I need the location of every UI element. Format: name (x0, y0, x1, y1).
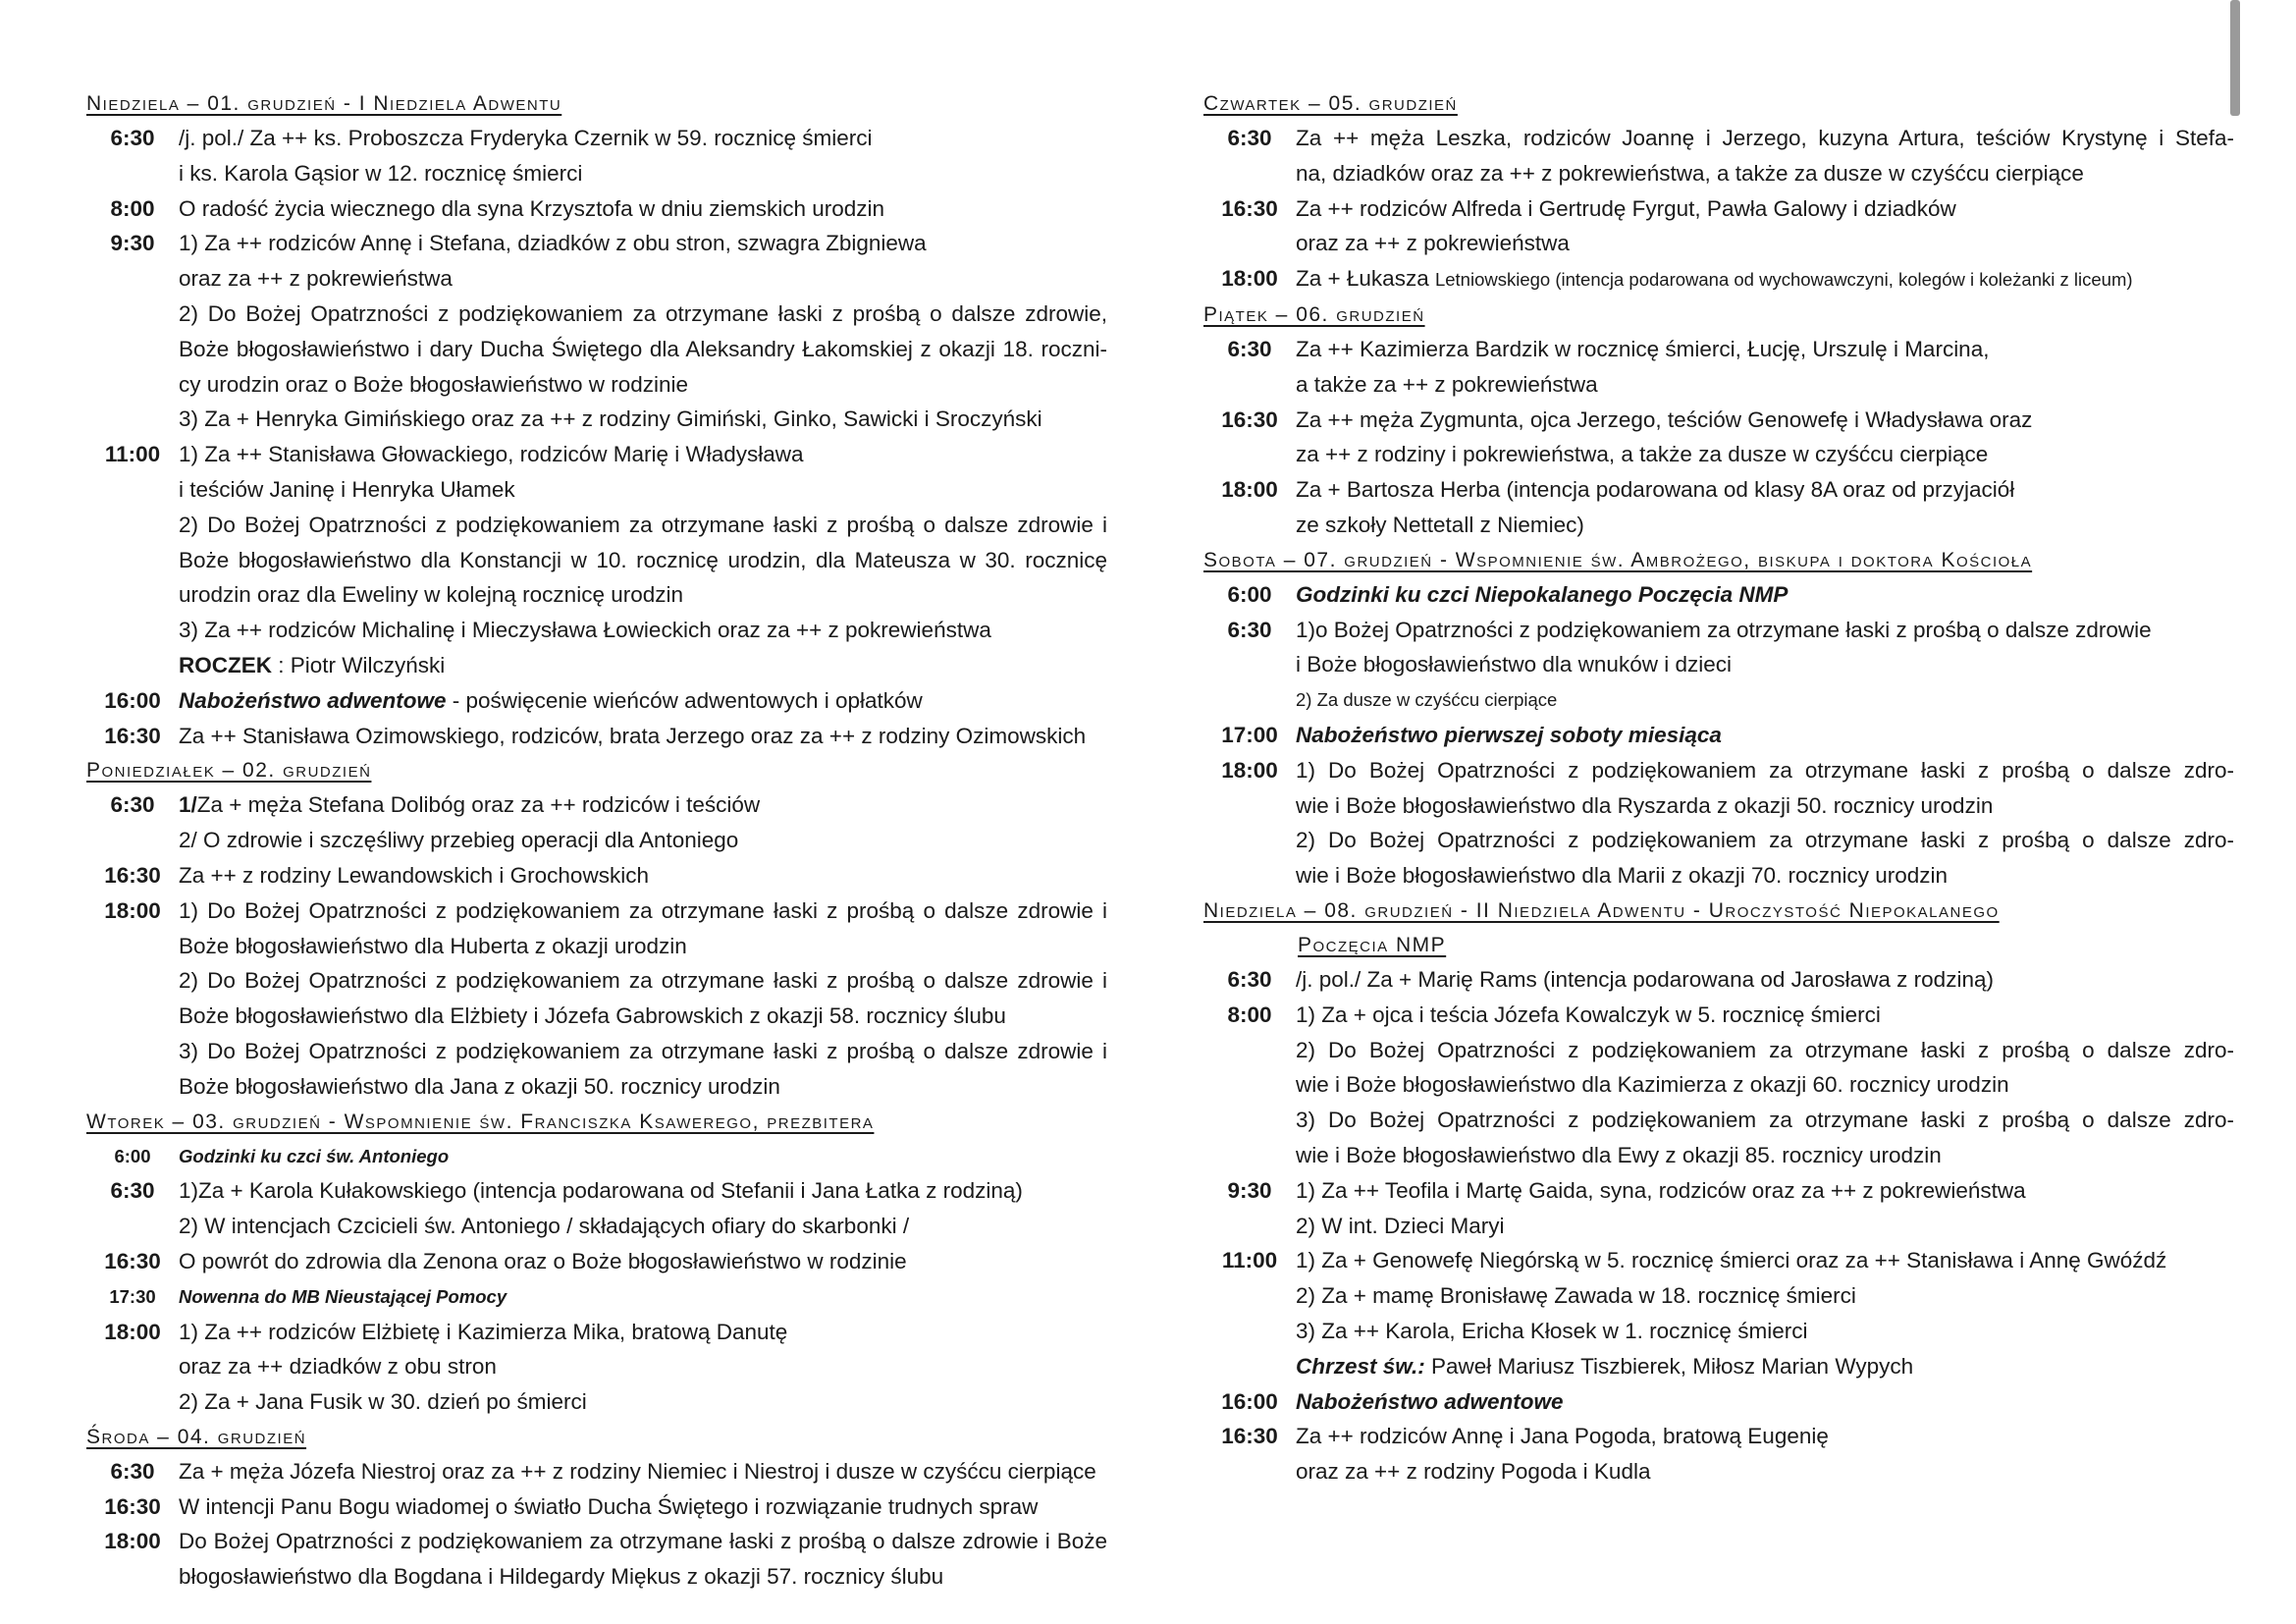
mass-time: 16:00 (1221, 1388, 1278, 1414)
intention-text: cy urodzin oraz o Boże błogosławieństwo w rodzinie (179, 371, 689, 397)
intention-line (179, 543, 1107, 578)
intention-text: 1) Za ++ Stanisława Głowackiego, rodziców Marię i Władysława (179, 442, 804, 467)
mass-entry (86, 1173, 1107, 1244)
intention-line (1296, 647, 2234, 682)
intention-list (1296, 962, 2234, 998)
intention-text: oraz za ++ z pokrewieństwa (179, 266, 453, 292)
intention-line (1296, 367, 2234, 403)
intention-line (1296, 191, 2234, 227)
intention-line (179, 823, 1107, 858)
intention-text: 1)Za + Karola Kułakowskiego (intencja podarowana od Stefanii i Jana Łatka z rodziną) (179, 1178, 1023, 1204)
intention-text: 2) Do Bożej Opatrzności z podziękowaniem za otrzymane łaski z prośbą o dalsze zdrowie i (179, 968, 1107, 994)
intention-list (179, 1139, 1107, 1174)
intention-text: 2) Za + mamę Bronisławę Zawada w 18. rocznicę śmierci (1296, 1283, 1856, 1309)
intention-line (179, 402, 1107, 437)
service-name: Nabożeństwo adwentowe (179, 687, 447, 713)
intention-line (1296, 1349, 2234, 1384)
mass-time: 9:30 (1227, 1177, 1272, 1203)
intention-line (179, 1279, 1107, 1315)
mass-time: 6:30 (110, 1458, 155, 1484)
intention-line (1296, 613, 2234, 648)
mass-time: 16:30 (104, 723, 161, 748)
intention-list (179, 1524, 1107, 1595)
service-name: Nabożeństwo pierwszej soboty miesiąca (1296, 722, 1722, 747)
mass-entry (1203, 1384, 2234, 1420)
intention-line (1296, 1243, 2234, 1278)
intention-line (179, 121, 1107, 156)
intention-list (1296, 718, 2234, 753)
intention-line (1296, 332, 2234, 367)
mass-entry (1203, 261, 2234, 298)
day-heading: Wtorek – 03. grudzień - Wspomnienie św. Franciszka Ksawerego, prezbitera (86, 1110, 875, 1133)
intention-text: 2) Do Bożej Opatrzności z podziękowaniem za otrzymane łaski z prośbą o dalsze zdro- (1296, 1037, 2234, 1062)
intention-line (179, 297, 1107, 332)
intention-list (179, 1173, 1107, 1244)
intention-text: Paweł Mariusz Tiszbierek, Miłosz Marian Wypych (1424, 1353, 1914, 1379)
intention-line (179, 1315, 1107, 1350)
intention-line (179, 191, 1107, 227)
intention-line (179, 577, 1107, 613)
intention-list (1296, 121, 2234, 191)
intention-text: Za + Łukasza (1296, 266, 1435, 292)
intention-line (179, 226, 1107, 261)
intention-text: Boże błogosławieństwo dla Konstancji w 10. rocznicę urodzin, dla Mateusza w 30. rocznicę (179, 547, 1107, 572)
mass-entry (86, 191, 1107, 227)
intention-text: /j. pol./ Za + Marię Rams (intencja podarowana od Jarosława z rodziną) (1296, 966, 1994, 992)
service-name: Nowenna do MB Nieustającej Pomocy (179, 1285, 507, 1307)
day-heading: Poniedziałek – 02. grudzień (86, 759, 372, 783)
intention-line (1296, 1278, 2234, 1314)
intention-text: i teściów Janinę i Henryka Ułamek (179, 476, 515, 502)
intention-text: 1) Za ++ Teofila i Martę Gaida, syna, rodziców oraz za ++ z pokrewieństwa (1296, 1177, 2026, 1203)
intention-line (1296, 1173, 2234, 1209)
intention-text: 2/ O zdrowie i szczęśliwy przebieg operacji dla Antoniego (179, 828, 739, 853)
intention-text: 3) Za ++ rodziców Michalinę i Mieczysława Łowieckich oraz za ++ z pokrewieństwa (179, 618, 991, 643)
intention-list (179, 1279, 1107, 1315)
intention-line (179, 1559, 1107, 1595)
intention-line (179, 858, 1107, 893)
mass-entry (1203, 1173, 2234, 1244)
mass-entry (1203, 403, 2234, 473)
intention-text: wie i Boże błogosławieństwo dla Marii z okazji 70. rocznicy urodzin (1296, 863, 1949, 889)
day-heading: Czwartek – 05. grudzień (1203, 92, 1458, 115)
intention-line (179, 472, 1107, 508)
mass-time: 9:30 (110, 231, 155, 256)
mass-entry (1203, 191, 2234, 262)
intention-line (1296, 823, 2234, 858)
mass-time: 16:30 (104, 862, 161, 888)
intention-text: i Boże błogosławieństwo dla wnuków i dzieci (1296, 652, 1732, 677)
intention-line (1296, 962, 2234, 998)
intention-text: oraz za ++ z rodziny Pogoda i Kudla (1296, 1459, 1651, 1485)
intention-list (179, 683, 1107, 719)
mass-time: 6:30 (1227, 617, 1272, 642)
intention-text: wie i Boże błogosławieństwo dla Kazimierza z okazji 60. rocznicy urodzin (1296, 1072, 2009, 1098)
mass-time: 18:00 (104, 1529, 161, 1554)
intention-list (1296, 1384, 2234, 1420)
mass-time: 6:30 (110, 1178, 155, 1204)
mass-time: 17:30 (109, 1285, 156, 1307)
intention-line (1296, 1033, 2234, 1068)
intention-list (1296, 577, 2234, 613)
intention-line (179, 332, 1107, 367)
mass-entry (86, 437, 1107, 683)
intention-line (179, 719, 1107, 754)
intention-list (179, 858, 1107, 893)
intention-line (179, 156, 1107, 191)
mass-entry (86, 1454, 1107, 1489)
intention-list (179, 719, 1107, 754)
intention-text: Boże błogosławieństwo i dary Ducha Świętego dla Aleksandry Łakomskiej z okazji 18. roczni- (179, 336, 1107, 361)
intention-line (179, 1034, 1107, 1069)
intention-text: Za ++ męża Zygmunta, ojca Jerzego, teściów Genowefę i Władysława oraz (1296, 406, 2033, 432)
intention-line (1296, 156, 2234, 191)
mass-time: 17:00 (1221, 722, 1278, 747)
intention-text: za ++ z rodziny i pokrewieństwa, a także za dusze w czyśćcu cierpiące (1296, 442, 1989, 467)
intention-text: O powrót do zdrowia dla Zenona oraz o Boże błogosławieństwo w rodzinie (179, 1248, 907, 1273)
intention-list (179, 1244, 1107, 1279)
intention-text: Za + męża Stefana Dolibóg oraz za ++ rodziców i teściów (196, 792, 761, 818)
intention-line (179, 1384, 1107, 1420)
intention-text: 1)o Bożej Opatrzności z podziękowaniem za otrzymane łaski z prośbą o dalsze zdrowie (1296, 617, 2152, 642)
intention-line (1296, 682, 2234, 718)
mass-entry (86, 683, 1107, 719)
intention-line (179, 683, 1107, 719)
intention-line (1296, 788, 2234, 824)
intention-text: i ks. Karola Gąsior w 12. rocznicę śmierci (179, 160, 583, 186)
mass-entry (86, 1244, 1107, 1279)
intention-text: 3) Za + Henryka Gimińskiego oraz za ++ z rodziny Gimiński, Ginko, Sawicki i Sroczyński (179, 406, 1042, 432)
intention-list (1296, 753, 2234, 893)
intention-text: 3) Do Bożej Opatrzności z podziękowaniem za otrzymane łaski z prośbą o dalsze zdro- (1296, 1108, 2234, 1133)
intention-text: Za ++ męża Leszka, rodziców Joannę i Jerzego, kuzyna Artura, teściów Krystynę i Stefa- (1296, 126, 2234, 150)
mass-time: 16:30 (104, 1493, 161, 1519)
mass-time: 18:00 (104, 1319, 161, 1344)
intention-list (1296, 403, 2234, 473)
mass-entry (1203, 962, 2234, 998)
intention-text: Za ++ rodziców Annę i Jana Pogoda, bratową Eugenię (1296, 1424, 1829, 1449)
day-heading: Środa – 04. grudzień (86, 1425, 307, 1448)
day-heading: Sobota – 07. grudzień - Wspomnienie św. Ambrożego, biskupa i doktora Kościoła (1203, 548, 2033, 571)
label-bold: 1/ (179, 792, 197, 818)
mass-entry (86, 1315, 1107, 1420)
intention-line (1296, 1384, 2234, 1420)
intention-line (1296, 121, 2234, 156)
intention-text: oraz za ++ dziadków z obu stron (179, 1354, 497, 1380)
mass-time: 16:30 (1221, 406, 1278, 432)
intention-text: ze szkoły Nettetall z Niemiec) (1296, 512, 1584, 537)
mass-entry (86, 1489, 1107, 1525)
mass-entry (1203, 472, 2234, 543)
intention-text: a także za ++ z pokrewieństwa (1296, 371, 1598, 397)
service-name: Godzinki ku czci św. Antoniego (179, 1145, 450, 1166)
intention-text: na, dziadków oraz za ++ z pokrewieństwa, a także za dusze w czyśćcu cierpiące (1296, 160, 2084, 186)
intention-line (179, 893, 1107, 929)
intention-line (179, 999, 1107, 1034)
mass-entry (86, 1279, 1107, 1315)
intention-line (179, 261, 1107, 297)
mass-time: 18:00 (1221, 266, 1278, 292)
day-heading: Niedziela – 01. grudzień - I Niedziela Adwentu (86, 92, 562, 115)
intention-text: 2) Za dusze w czyśćcu cierpiące (1296, 689, 1558, 711)
intention-line (1296, 261, 2234, 298)
mass-time: 6:30 (1227, 336, 1272, 361)
day-heading: Poczęcia NMP (1298, 933, 1447, 956)
intention-line (1296, 1067, 2234, 1103)
intention-list (1296, 998, 2234, 1173)
mass-time: 8:00 (1227, 1001, 1272, 1027)
intention-list (1296, 332, 2234, 403)
service-name: Nabożeństwo adwentowe (1296, 1388, 1564, 1414)
mass-entry (1203, 718, 2234, 753)
intention-text: oraz za ++ z pokrewieństwa (1296, 231, 1570, 256)
intention-list (1296, 1173, 2234, 1244)
intention-text: 2) W int. Dzieci Maryi (1296, 1213, 1505, 1238)
mass-time: 16:00 (104, 687, 161, 713)
intention-line (179, 437, 1107, 472)
intention-text: W intencji Panu Bogu wiadomej o światło Ducha Świętego i rozwiązanie trudnych spraw (179, 1493, 1039, 1519)
intention-note: Letniowskiego (intencja podarowana od wychowawczyni, kolegów i koleżanki z liceum) (1434, 269, 2133, 291)
intention-text: błogosławieństwo dla Bogdana i Hildegardy Miękus z okazji 57. rocznicy ślubu (179, 1564, 944, 1590)
mass-entry (1203, 998, 2234, 1173)
intention-text: wie i Boże błogosławieństwo dla Ryszarda z okazji 50. rocznicy urodzin (1296, 792, 1994, 818)
intention-text: Za ++ Stanisława Ozimowskiego, rodziców, brata Jerzego oraz za ++ z rodziny Ozimowskich (179, 723, 1087, 748)
mass-time: 6:30 (110, 126, 155, 150)
mass-entry (1203, 1419, 2234, 1489)
service-name: Godzinki ku czci Niepokalanego Poczęcia NMP (1296, 581, 1789, 607)
intention-text: 1) Do Bożej Opatrzności z podziękowaniem za otrzymane łaski z prośbą o dalsze zdro- (1296, 757, 2234, 783)
intention-list (1296, 261, 2234, 298)
intention-text: 2) Do Bożej Opatrzności z podziękowaniem za otrzymane łaski z prośbą o dalsze zdrowie, (179, 300, 1107, 326)
intention-text: 3) Do Bożej Opatrzności z podziękowaniem za otrzymane łaski z prośbą o dalsze zdrowie i (179, 1038, 1107, 1063)
intention-line (179, 1524, 1107, 1559)
day-heading: Piątek – 06. grudzień (1203, 302, 1425, 326)
mass-time: 18:00 (104, 897, 161, 923)
mass-entry (1203, 121, 2234, 191)
mass-entry (1203, 1243, 2234, 1383)
mass-time: 18:00 (1221, 757, 1278, 783)
mass-entry (86, 719, 1107, 754)
mass-entry (1203, 577, 2234, 613)
intention-list (179, 787, 1107, 858)
intention-line (179, 1209, 1107, 1244)
intention-line (1296, 1209, 2234, 1244)
intention-list (179, 226, 1107, 437)
intention-list (1296, 613, 2234, 718)
intention-list (1296, 191, 2234, 262)
intention-text: Do Bożej Opatrzności z podziękowaniem za otrzymane łaski z prośbą o dalsze zdrowie i Boże (179, 1529, 1107, 1554)
intention-line (179, 648, 1107, 683)
intention-list (1296, 1243, 2234, 1383)
intention-text: - poświęcenie wieńców adwentowych i opłatków (446, 687, 923, 713)
intention-list (179, 893, 1107, 1105)
intention-line (1296, 718, 2234, 753)
intention-line (1296, 1103, 2234, 1138)
intention-line (179, 613, 1107, 648)
intention-text: urodzin oraz dla Eweliny w kolejną rocznicę urodzin (179, 582, 684, 608)
mass-entry (86, 893, 1107, 1105)
intention-list (179, 121, 1107, 191)
intention-text: : Piotr Wilczyński (272, 652, 446, 677)
intention-line (179, 1454, 1107, 1489)
left-column (86, 86, 1107, 1595)
intention-line (1296, 1454, 2234, 1489)
mass-time: 6:00 (114, 1145, 151, 1166)
intention-line (1296, 1314, 2234, 1349)
intention-text: 2) Do Bożej Opatrzności z podziękowaniem za otrzymane łaski z prośbą o dalsze zdro- (1296, 828, 2234, 853)
intention-line (1296, 1138, 2234, 1173)
intention-line (179, 1349, 1107, 1384)
intention-text: Boże błogosławieństwo dla Huberta z okazji urodzin (179, 933, 687, 958)
intention-text: Za ++ z rodziny Lewandowskich i Grochowskich (179, 862, 649, 888)
intention-list (179, 1489, 1107, 1525)
intention-text: Za ++ rodziców Alfreda i Gertrudę Fyrgut, Pawła Galowy i dziadków (1296, 195, 1956, 221)
label-bold: ROCZEK (179, 652, 272, 677)
intention-line (1296, 403, 2234, 438)
intention-line (1296, 753, 2234, 788)
intention-line (179, 508, 1107, 543)
mass-entry (86, 1139, 1107, 1174)
service-name: Chrzest św.: (1296, 1353, 1425, 1379)
mass-entry (86, 1524, 1107, 1595)
mass-entry (1203, 613, 2234, 718)
mass-time: 6:00 (1227, 581, 1272, 607)
mass-time: 6:30 (110, 792, 155, 818)
mass-entry (1203, 753, 2234, 893)
intention-line (1296, 472, 2234, 508)
intention-text: 1) Za + Genowefę Niegórską w 5. rocznicę śmierci oraz za ++ Stanisława i Annę Gwóźdź (1296, 1248, 2167, 1273)
intention-text: Za + męża Józefa Niestroj oraz za ++ z rodziny Niemiec i Niestroj i dusze w czyśćcu cierpiące (179, 1458, 1096, 1484)
intention-list (179, 191, 1107, 227)
intention-text: 2) Do Bożej Opatrzności z podziękowaniem za otrzymane łaski z prośbą o dalsze zdrowie i (179, 512, 1107, 537)
mass-time: 16:30 (1221, 1424, 1278, 1449)
intention-line (179, 1173, 1107, 1209)
intention-list (179, 1454, 1107, 1489)
intention-line (1296, 437, 2234, 472)
intention-list (179, 437, 1107, 683)
intention-line (1296, 1419, 2234, 1454)
intention-text: 3) Za ++ Karola, Ericha Kłosek w 1. rocznicę śmierci (1296, 1318, 1808, 1343)
intention-line (179, 929, 1107, 964)
intention-text: 2) Za + Jana Fusik w 30. dzień po śmierci (179, 1389, 587, 1415)
mass-entry (86, 226, 1107, 437)
intention-line (1296, 508, 2234, 543)
mass-entry (86, 121, 1107, 191)
intention-line (179, 1244, 1107, 1279)
intention-list (1296, 472, 2234, 543)
intention-text: 1) Za + ojca i teścia Józefa Kowalczyk w 5. rocznicę śmierci (1296, 1001, 1881, 1027)
intention-line (179, 1489, 1107, 1525)
mass-entry (86, 787, 1107, 858)
intention-text: Boże błogosławieństwo dla Jana z okazji 50. rocznicy urodzin (179, 1073, 780, 1099)
intention-line (1296, 577, 2234, 613)
intention-line (179, 1139, 1107, 1174)
right-column (1203, 86, 2234, 1489)
intention-text: wie i Boże błogosławieństwo dla Ewy z okazji 85. rocznicy urodzin (1296, 1142, 1942, 1167)
mass-time: 11:00 (1221, 1248, 1278, 1273)
mass-entry (86, 858, 1107, 893)
mass-time: 11:00 (104, 442, 161, 467)
intention-text: 2) W intencjach Czcicieli św. Antoniego / składających ofiary do skarbonki / (179, 1214, 910, 1239)
mass-time: 16:30 (1221, 195, 1278, 221)
intention-text: Boże błogosławieństwo dla Elżbiety i Józefa Gabrowskich z okazji 58. rocznicy ślubu (179, 1003, 1006, 1029)
mass-time: 6:30 (1227, 126, 1272, 150)
mass-time: 8:00 (110, 195, 155, 221)
intention-text: /j. pol./ Za ++ ks. Proboszcza Fryderyka Czernik w 59. rocznicę śmierci (179, 126, 873, 150)
intention-line (1296, 226, 2234, 261)
intention-text: 1) Za ++ rodziców Elżbietę i Kazimierza Mika, bratową Danutę (179, 1319, 788, 1344)
intention-text: 1) Do Bożej Opatrzności z podziękowaniem za otrzymane łaski z prośbą o dalsze zdrowie i (179, 897, 1107, 923)
intention-text: O radość życia wiecznego dla syna Krzysztofa w dniu ziemskich urodzin (179, 195, 885, 221)
mass-time: 6:30 (1227, 966, 1272, 992)
intention-text: Za ++ Kazimierza Bardzik w rocznicę śmierci, Łucję, Urszulę i Marcina, (1296, 336, 1990, 361)
intention-line (1296, 998, 2234, 1033)
mass-time: 18:00 (1221, 477, 1278, 503)
intention-list (1296, 1419, 2234, 1489)
intention-line (179, 367, 1107, 403)
intention-line (179, 787, 1107, 823)
intention-line (179, 963, 1107, 999)
intention-text: 1) Za ++ rodziców Annę i Stefana, dziadków z obu stron, szwagra Zbigniewa (179, 231, 927, 256)
mass-time: 16:30 (104, 1248, 161, 1273)
mass-entry (1203, 332, 2234, 403)
intention-line (179, 1069, 1107, 1105)
intention-list (179, 1315, 1107, 1420)
intention-line (1296, 858, 2234, 893)
intention-text: Za + Bartosza Herba (intencja podarowana od klasy 8A oraz od przyjaciół (1296, 477, 2015, 503)
day-heading: Niedziela – 08. grudzień - II Niedziela Adwentu - Uroczystość Niepokalanego (1203, 898, 2000, 922)
